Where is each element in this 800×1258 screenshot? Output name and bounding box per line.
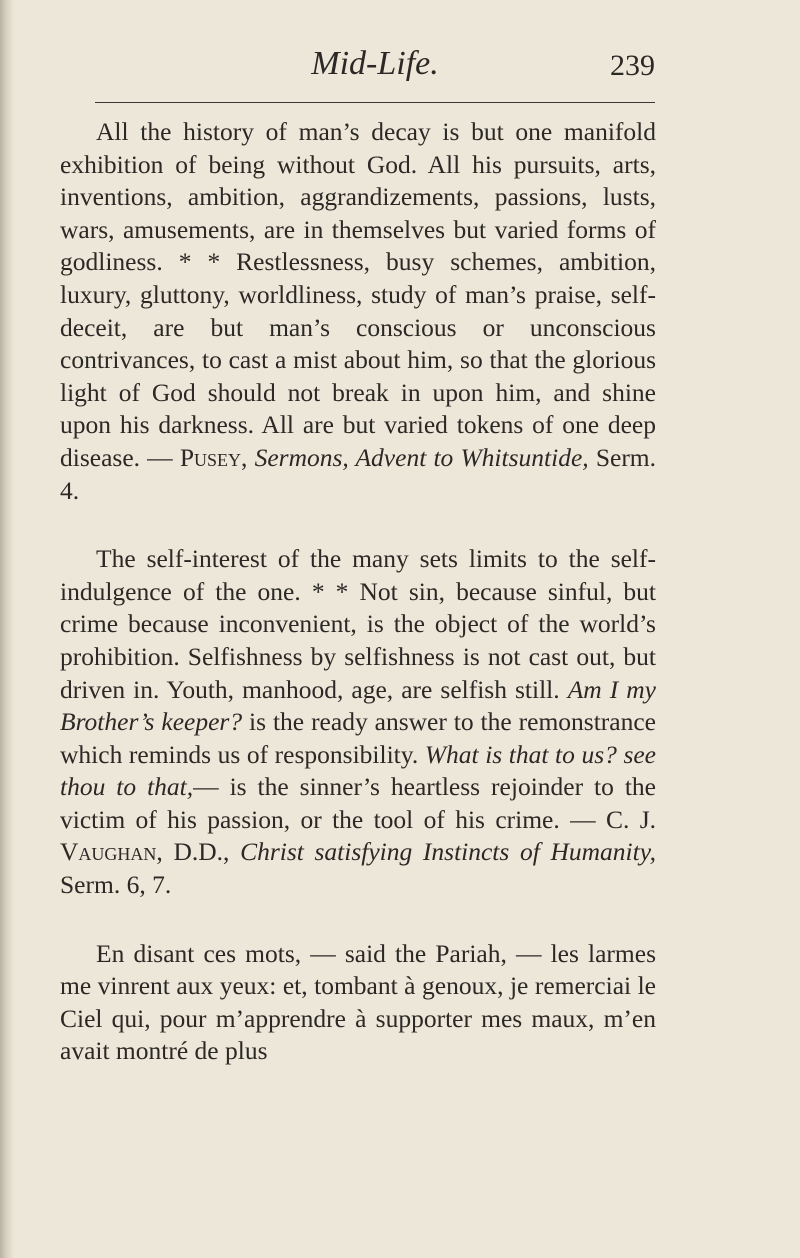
author-name: Vaughan, <box>60 837 163 867</box>
paragraph-pusey-quote <box>60 116 656 507</box>
italic-quote: What is that to us? see thou to that, <box>60 739 657 802</box>
running-title: Mid-Life. <box>311 45 439 82</box>
source-title: Christ satisfying Instincts of Humanity, <box>240 837 656 867</box>
paragraph-text: En disant ces mots, — said the Pariah, — les larmes me vinrent aux yeux: et, tombant à genoux, je remerciai le Ciel qui, pour m’apprendre à supporter mes maux, m’en avait montré de plus <box>60 938 656 1066</box>
page-number: 239 <box>610 49 655 82</box>
source-reference: Serm. 6, 7. <box>60 870 172 900</box>
paragraph-text: All the history of man’s decay is but one manifold exhibition of being without God. All his pursuits, arts, inventions, ambition, aggrandizements, passions, lusts, wars, amusements, are in themselves but varied forms of godliness. * * Restlessness, busy schemes, ambition, luxury, gluttony, worldliness, study of man’s praise, self-deceit, are but man’s conscious or unconscious contrivances, to cast a mist about him, so that the glorious light of God should not break in upon him, and shine upon his darkness. All are but varied tokens of one deep disease. — <box>60 117 656 472</box>
paragraph-vaughan-quote <box>60 543 656 902</box>
page-edge-shadow <box>0 0 14 1258</box>
paragraph-text: is the ready answer to the remonstrance which reminds us of responsibility. <box>60 707 656 769</box>
page-body <box>60 116 656 1104</box>
page-header <box>95 44 655 84</box>
paragraph-text: — is the sinner’s heartless rejoinder to the victim of his passion, or the tool of his crime. — C. J. <box>60 772 656 834</box>
source-reference: Serm. 4. <box>60 442 657 505</box>
header-rule <box>95 102 655 103</box>
source-title: Sermons, Advent to Whitsuntide, <box>254 442 589 472</box>
paragraph-text: The self-interest of the many sets limits to the self-indulgence of the one. * * Not sin, because sinful, but crime because inconvenient, is the object of the world’s prohibition. Selfishness by selfishness is not cast out, but driven in. Youth, manhood, age, are selfish still. <box>60 544 656 704</box>
author-name: Pusey, <box>179 442 248 472</box>
paragraph-text: D.D., <box>162 837 241 867</box>
paragraph-french-quote <box>60 938 656 1068</box>
italic-quote: Am I my Brother’s keeper? <box>60 674 656 737</box>
